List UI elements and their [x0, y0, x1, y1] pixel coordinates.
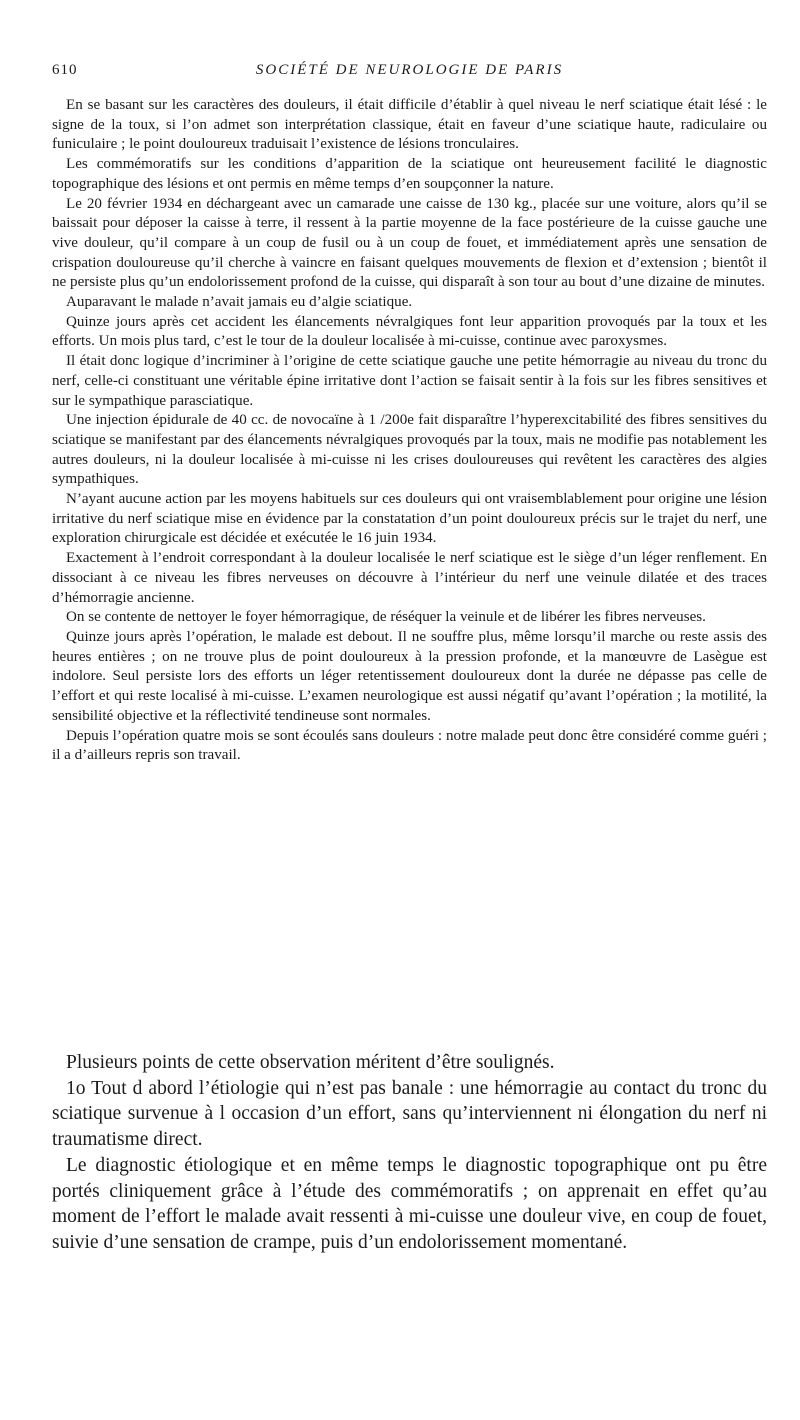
paragraph: 1o Tout d abord l’étiologie qui n’est pas banale : une hémorragie au contact du tronc du sciatique survenue à l occasion d’un effort, sans qu’interviennent ni élongation du nerf ni traumatisme direct.: [52, 1077, 767, 1151]
paragraph: N’ayant aucune action par les moyens habituels sur ces douleurs qui ont vraisemblablement pour origine une lésion irritative du nerf sciatique mise en évidence par la constatation d’un point douloureux précis sur le trajet du nerf, une exploration chirurgicale est décidée et exécutée le 16 juin 1934.: [52, 491, 767, 547]
page-number: 610: [52, 62, 78, 78]
running-head: [52, 62, 767, 84]
paragraph: On se contente de nettoyer le foyer hémorragique, de réséquer la veinule et de libérer les fibres nerveuses.: [66, 609, 706, 626]
discussion-text: [52, 1050, 767, 1256]
paragraph: Le 20 février 1934 en déchargeant avec un camarade une caisse de 130 kg., placée sur une voiture, alors qu’il se baissait pour déposer la caisse à terre, il ressent à la partie moyenne de la face postérieure de la cuisse gauche une vive douleur, qu’il compare à un coup de fusil ou à un coup de fouet, et immédiatement après une sensation de crispation douloureuse qu’il cherche à vaincre en faisant quelques mouvements de flexion et d’extension ; bientôt il ne persiste plus qu’un endolorissement profond de la cuisse, qui disparaît à son tour au bout d’une dizaine de minutes.: [52, 195, 767, 291]
paragraph: Exactement à l’endroit correspondant à la douleur localisée le nerf sciatique est le siège d’un léger renflement. En dissociant à ce niveau les fibres nerveuses on découvre à l’intérieur du nerf une veinule dilatée et des traces d’hémorragie ancienne.: [52, 550, 767, 606]
paragraph: Plusieurs points de cette observation méritent d’être soulignés.: [66, 1052, 555, 1073]
paragraph: Quinze jours après l’opération, le malade est debout. Il ne souffre plus, même lorsqu’il marche ou reste assis des heures entières ; on ne trouve plus de point douloureux à la pression profonde, et la manœuvre de Lasègue est indolore. Seul persiste lors des efforts un léger retentissement douloureux dont la durée ne dépasse pas celle de l’effort et qui reste localisé à mi-cuisse. L’examen neurologique est aussi négatif qu’avant l’opération ; la motilité, la sensibilité objective et la réflectivité tendineuse sont normales.: [52, 628, 767, 724]
paragraph: Une injection épidurale de 40 cc. de novocaïne à 1 /200e fait disparaître l’hyperexcitabilité des fibres sensitives du sciatique se manifestant par des élancements névralgiques provoqués par la toux, mais ne modifie pas notablement les autres douleurs, ni la douleur localisée à mi-cuisse ni les crises douloureuses qui revêtent les caractères des algies sympathiques.: [52, 412, 767, 488]
paragraph: Depuis l’opération quatre mois se sont écoulés sans douleurs : notre malade peut donc être considéré comme guéri ; il a d’ailleurs repris son travail.: [52, 727, 767, 764]
paragraph: En se basant sur les caractères des douleurs, il était difficile d’établir à quel niveau le nerf sciatique était lésé : le signe de la toux, si l’on admet son interprétation classique, était en faveur d’une sciatique haute, radiculaire ou funiculaire ; le point douloureux traduisait l’existence de lésions tronculaires.: [52, 97, 767, 153]
paragraph: Il était donc logique d’incriminer à l’origine de cette sciatique gauche une petite hémorragie au niveau du tronc du nerf, celle-ci constituant une véritable épine irritative dont l’action se faisait sentir à la fois sur les fibres sensitives et sur le sympathique parasciatique.: [52, 353, 767, 409]
paragraph: Le diagnostic étiologique et en même temps le diagnostic topographique ont pu être portés cliniquement grâce à l’étude des commémoratifs ; on apprenait en effet qu’au moment de l’effort le malade avait ressenti à mi-cuisse une douleur vive, en coup de fouet, suivie d’une sensation de crampe, puis d’un endolorissement momentané.: [52, 1154, 767, 1253]
paragraph: Les commémoratifs sur les conditions d’apparition de la sciatique ont heureusement facilité le diagnostic topographique des lésions et ont permis en même temps d’en soupçonner la nature.: [52, 156, 767, 192]
observation-text: [52, 96, 767, 766]
paragraph: Quinze jours après cet accident les élancements névralgiques font leur apparition provoqués par la toux et les efforts. Un mois plus tard, c’est le tour de la douleur localisée à mi-cuisse, continue avec paroxysmes.: [52, 313, 767, 350]
paragraph: Auparavant le malade n’avait jamais eu d’algie sciatique.: [66, 294, 413, 311]
journal-title: SOCIÉTÉ DE NEUROLOGIE DE PARIS: [255, 62, 564, 78]
